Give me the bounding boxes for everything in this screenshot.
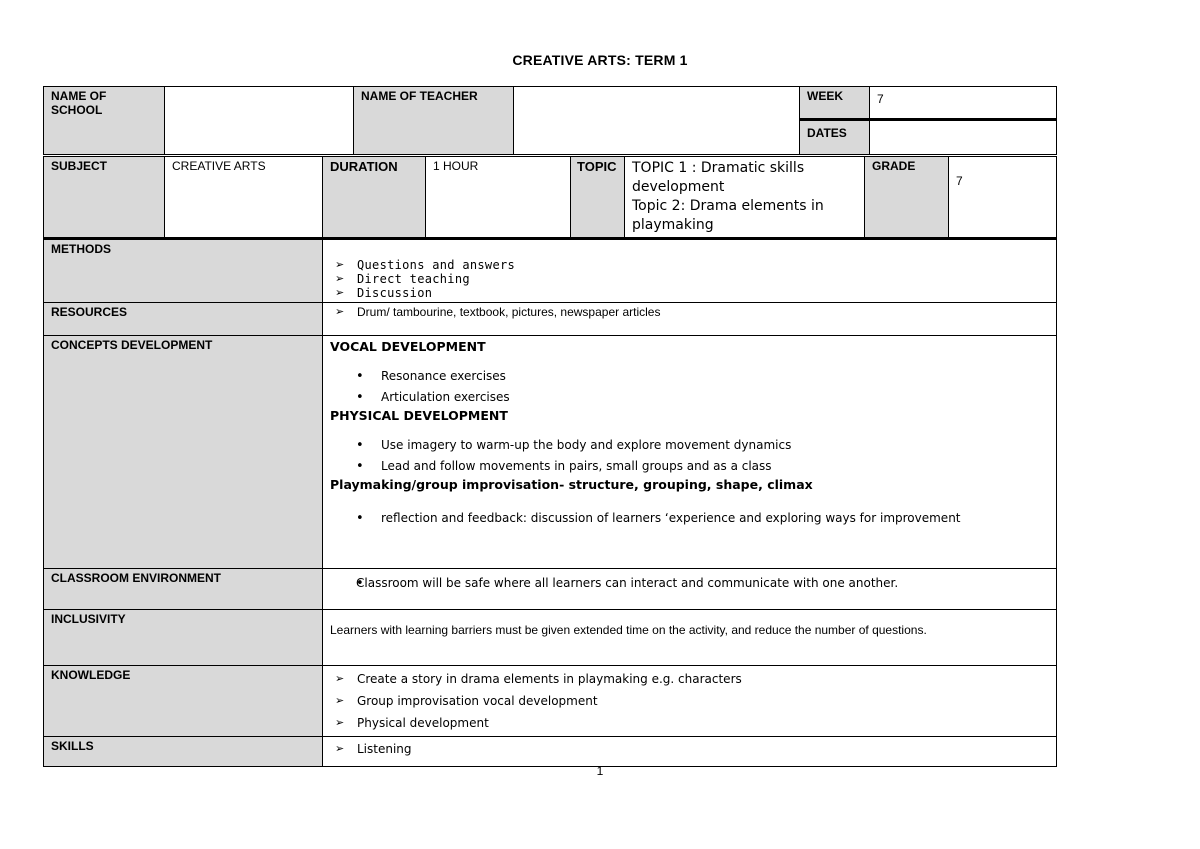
- topic-label: TOPIC: [571, 157, 625, 238]
- list-item: • Resonance exercises: [330, 366, 1049, 387]
- methods-list: [330, 258, 1049, 300]
- knowledge-label: KNOWLEDGE: [44, 666, 323, 737]
- list-item: ➢ Listening: [330, 739, 1049, 759]
- list-item: • Lead and follow movements in pairs, small groups and as a class: [330, 456, 1049, 477]
- document-title: CREATIVE ARTS: TERM 1: [512, 52, 688, 68]
- list-item: ➢ Discussion: [330, 286, 1049, 300]
- list-item: • Articulation exercises: [330, 387, 1049, 408]
- topic-line-1: TOPIC 1 : Dramatic skills development: [632, 160, 805, 195]
- physical-list: [330, 435, 1049, 477]
- topic-value: [625, 157, 865, 238]
- physical-heading: PHYSICAL DEVELOPMENT: [330, 408, 508, 423]
- environment-list: [330, 573, 1049, 594]
- subject-table: [43, 156, 1057, 238]
- page-number: 1: [596, 764, 604, 778]
- subject-value: CREATIVE ARTS: [165, 157, 323, 238]
- list-item: ➢ Physical development: [330, 712, 1049, 734]
- week-value: 7: [870, 87, 1057, 120]
- list-item: • reflection and feedback: discussion of learners ‘experience and exploring ways for improvement: [330, 508, 1049, 529]
- school-label: NAME OF SCHOOL: [44, 87, 165, 155]
- resources-label: RESOURCES: [44, 303, 323, 336]
- list-item: ➢ Group improvisation vocal development: [330, 690, 1049, 712]
- grade-label: GRADE: [865, 157, 949, 238]
- subject-label: SUBJECT: [44, 157, 165, 238]
- dates-field[interactable]: [870, 120, 1057, 155]
- resources-list: [330, 305, 1049, 319]
- concepts-label: CONCEPTS DEVELOPMENT: [44, 336, 323, 569]
- inclusivity-row: [44, 610, 1057, 666]
- topic-line-2: Topic 2: Drama elements in playmaking: [632, 198, 824, 233]
- grade-value: 7: [949, 157, 1057, 238]
- environment-row: [44, 569, 1057, 610]
- skills-list: [330, 739, 1049, 759]
- teacher-label: NAME OF TEACHER: [354, 87, 514, 155]
- inclusivity-label: INCLUSIVITY: [44, 610, 323, 666]
- duration-label: DURATION: [323, 157, 426, 238]
- inclusivity-text: Learners with learning barriers must be given extended time on the activity, and reduce the number of questions.: [323, 610, 1057, 666]
- teacher-name-field[interactable]: [514, 87, 800, 155]
- vocal-heading: VOCAL DEVELOPMENT: [330, 339, 486, 354]
- list-item: ➢ Drum/ tambourine, textbook, pictures, newspaper articles: [330, 305, 1049, 319]
- list-item: ➢ Questions and answers: [330, 258, 1049, 272]
- knowledge-list: [330, 668, 1049, 734]
- playmaking-list: [330, 508, 1049, 529]
- vocal-list: [330, 366, 1049, 408]
- concepts-row: [44, 336, 1057, 569]
- school-name-field[interactable]: [165, 87, 354, 155]
- knowledge-row: [44, 666, 1057, 737]
- environment-label: CLASSROOM ENVIRONMENT: [44, 569, 323, 610]
- skills-row: [44, 737, 1057, 767]
- header-table: [43, 86, 1057, 155]
- list-item: ➢ Create a story in drama elements in playmaking e.g. characters: [330, 668, 1049, 690]
- week-label: WEEK: [800, 87, 870, 120]
- resources-row: [44, 303, 1057, 336]
- list-item: ➢ Direct teaching: [330, 272, 1049, 286]
- list-item: • Classroom will be safe where all learners can interact and communicate with one another.: [330, 573, 1049, 594]
- playmaking-heading: Playmaking/group improvisation- structure, grouping, shape, climax: [330, 477, 813, 492]
- list-item: • Use imagery to warm-up the body and explore movement dynamics: [330, 435, 1049, 456]
- skills-label: SKILLS: [44, 737, 323, 767]
- lesson-plan-table: [43, 237, 1057, 767]
- dates-label: DATES: [800, 120, 870, 155]
- duration-value: 1 HOUR: [426, 157, 571, 238]
- methods-label: METHODS: [44, 239, 323, 303]
- methods-row: [44, 239, 1057, 303]
